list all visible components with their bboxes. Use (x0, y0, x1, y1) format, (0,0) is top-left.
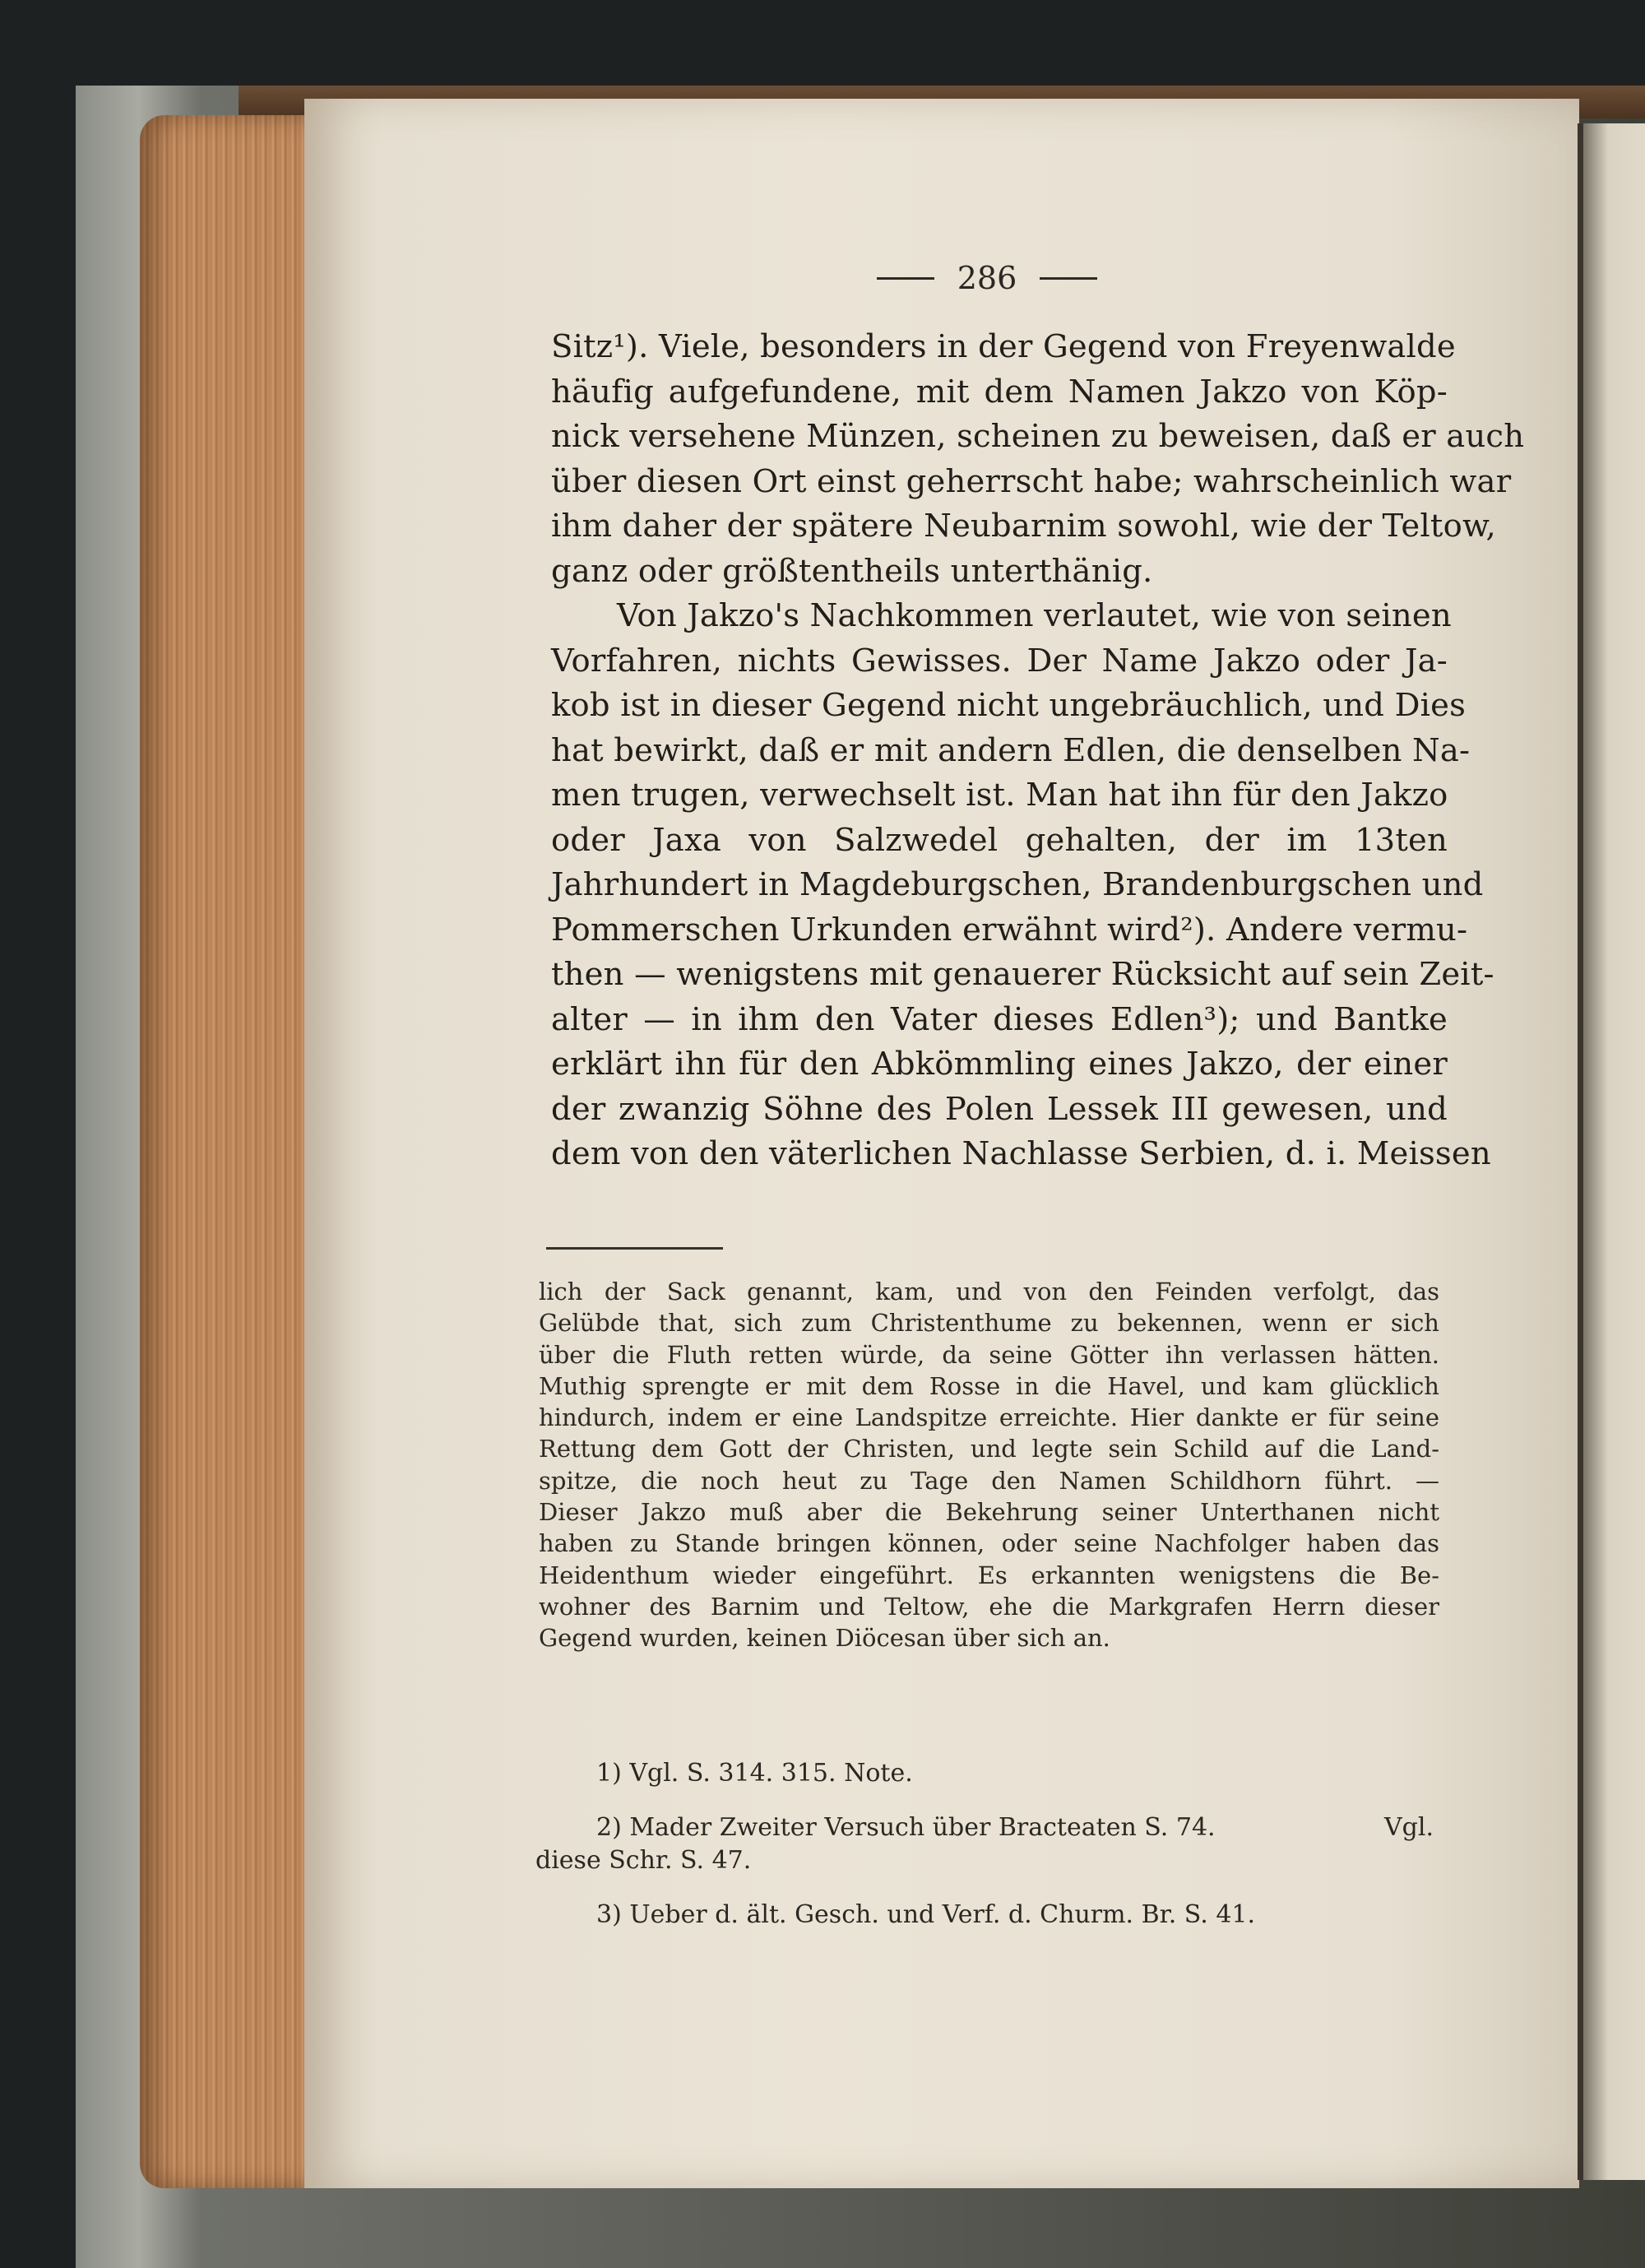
facing-page-edge (1583, 123, 1645, 2180)
note-line: Gegend wurden, keinen Diöcesan über sich an. (539, 1624, 1110, 1653)
text-line: über diesen Ort einst geherrscht habe; wahrscheinlich war (551, 462, 1512, 500)
text-line: ganz oder größtentheils unterthänig. (551, 552, 1153, 590)
footnote-1-text: 1) Vgl. S. 314. 315. Note. (596, 1759, 913, 1788)
footnote-2-text-end: Vgl. (1384, 1813, 1434, 1842)
text-line: kob ist in dieser Gegend nicht ungebräuchlich, und Dies (551, 687, 1467, 724)
text-line: Von Jakzo's Nachkommen verlautet, wie von seinen (617, 597, 1452, 634)
text-line: then — wenigstens mit genauerer Rücksicht auf sein Zeit- (551, 956, 1494, 993)
text-line: Vorfahren, nichts Gewisses. Der Name Jakzo oder Ja- (551, 642, 1448, 679)
note-line: über die Fluth retten würde, da seine Götter ihn verlassen hätten. (539, 1340, 1439, 1369)
footnote-3-text: 3) Ueber d. ält. Gesch. und Verf. d. Churm. Br. S. 41. (596, 1900, 1256, 1929)
note-line: hindurch, indem er eine Landspitze erreichte. Hier dankte er für seine (539, 1403, 1439, 1432)
text-line: nick versehene Münzen, scheinen zu beweisen, daß er auch (551, 418, 1525, 455)
text-line: Pommerschen Urkunden erwähnt wird²). Andere vermu- (551, 911, 1468, 948)
page-number: 286 (957, 260, 1017, 296)
text-line: häufig aufgefundene, mit dem Namen Jakzo von Köp- (551, 373, 1448, 410)
note-line: Gelübde that, sich zum Christenthume zu bekennen, wenn er sich (539, 1309, 1439, 1338)
footnote-2-continuation (535, 1844, 751, 1877)
text-line: der zwanzig Söhne des Polen Lessek III gewesen, und (551, 1090, 1448, 1128)
text-line: erklärt ihn für den Abkömmling eines Jakzo, der einer (551, 1046, 1448, 1083)
text-line: Sitz¹). Viele, besonders in der Gegend von Freyenwalde (551, 328, 1456, 365)
note-line: Muthig sprengte er mit dem Rosse in die Havel, und kam glücklich (539, 1371, 1439, 1400)
text-line: dem von den väterlichen Nachlasse Serbien, d. i. Meissen (551, 1135, 1491, 1172)
text-line: alter — in ihm den Vater dieses Edlen³); und Bantke (551, 1000, 1448, 1038)
note-line: lich der Sack genannt, kam, und von den Feinden verfolgt, das (539, 1278, 1439, 1306)
footnote-2-text: 2) Mader Zweiter Versuch über Bracteaten S. 74. (596, 1813, 1216, 1842)
note-line: Dieser Jakzo muß aber die Bekehrung seiner Unterthanen nicht (539, 1498, 1439, 1527)
note-line: spitze, die noch heut zu Tage den Namen Schildhorn führt. — (539, 1466, 1439, 1495)
header-rule-left (877, 277, 934, 280)
text-line: oder Jaxa von Salzwedel gehalten, der im 13ten (551, 821, 1448, 859)
text-line: Jahrhundert in Magdeburgschen, Brandenburgschen und (551, 866, 1484, 903)
footnote-2 (596, 1811, 1434, 1844)
text-line: ihm daher der spätere Neubarnim sowohl, wie der Teltow, (551, 508, 1496, 545)
note-line: haben zu Stande bringen können, oder seine Nachfolger haben das (539, 1529, 1439, 1558)
main-text (551, 325, 1525, 1177)
footnote-3 (596, 1899, 1255, 1932)
header-rule-right (1040, 277, 1097, 280)
text-line: men trugen, verwechselt ist. Man hat ihn für den Jakzo (551, 777, 1448, 814)
note-line: wohner des Barnim und Teltow, ehe die Markgrafen Herrn dieser (539, 1592, 1439, 1621)
footnote-separator (546, 1247, 723, 1250)
note-line: Rettung dem Gott der Christen, und legte sein Schild auf die Land- (539, 1435, 1439, 1463)
footnote-2-continuation-text: diese Schr. S. 47. (535, 1846, 752, 1875)
page-header (855, 253, 1119, 303)
footnote-1 (596, 1757, 913, 1790)
footnote-continuation (539, 1276, 1439, 1654)
text-line: hat bewirkt, daß er mit andern Edlen, die denselben Na- (551, 731, 1471, 769)
page-edges (140, 115, 308, 2188)
note-line: Heidenthum wieder eingeführt. Es erkannten wenigstens die Be- (539, 1561, 1439, 1589)
